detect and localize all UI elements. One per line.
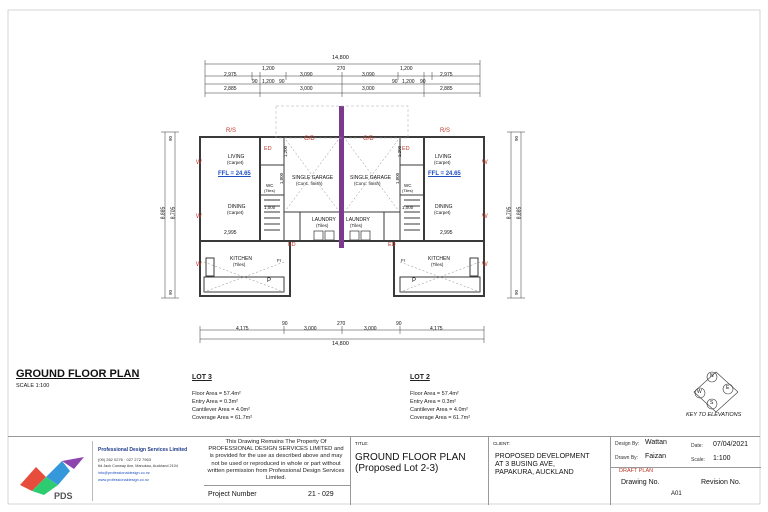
lot2-garage-dashed	[346, 140, 480, 292]
scale-value: 1:100	[713, 455, 731, 462]
date-label: Date:	[691, 443, 703, 449]
logo-text: PDS	[54, 491, 73, 501]
dim-top-r3-5: 1,200	[402, 79, 415, 85]
company-info	[92, 441, 199, 501]
lot2-internal	[344, 137, 480, 292]
lot3-coverage-area: Coverage Area = 61.7m²	[192, 415, 253, 421]
dim-top-r3-4: 90	[392, 79, 398, 85]
overall-width-bottom: 14,800	[332, 341, 349, 347]
dim-side-left-2: 8,705	[170, 206, 177, 220]
kitchen-left-finish: (Tiles)	[233, 262, 246, 267]
ed-left-bottom: ED	[288, 242, 296, 248]
ed-right-bottom: ED	[388, 242, 396, 248]
dim-top-r4-2: 3,000	[300, 86, 313, 92]
dim-side-left-0: 90	[168, 135, 174, 142]
kitchen-right-label: KITCHEN	[428, 256, 450, 262]
draft-plan-status: DRAFT PLAN	[619, 468, 654, 474]
drawn-by: Faizan	[645, 453, 667, 460]
wc-left-label: WC	[266, 183, 274, 188]
garage-right-finish: (Conc. finish)	[354, 181, 381, 186]
revision-no-label: Revision No.	[701, 479, 741, 486]
client-label: CLIENT:	[493, 441, 510, 446]
company-name: Professional Design Services Limited	[98, 447, 188, 453]
garage-left-finish: (Conc. finish)	[296, 181, 323, 186]
dim-top-r4-1: 2,885	[224, 86, 237, 92]
dim-1200-left: 1,200	[283, 145, 289, 158]
lot2-title: LOT 2	[410, 374, 430, 381]
client-line3: PAPAKURA, AUCKLAND	[495, 469, 574, 476]
living-right-label: LIVING	[435, 154, 452, 160]
window-left-dining: W	[196, 214, 202, 220]
dining-right-label: DINING	[435, 204, 453, 210]
kitchen-left-label: KITCHEN	[230, 256, 252, 262]
dining-right-finish: (Carpet)	[434, 210, 451, 215]
lot3-floor-area: Floor Area = 57.4m²	[192, 391, 241, 397]
dim-bot-r2-1: 4,175	[236, 326, 249, 332]
dim-1000-left: 1,000	[264, 205, 276, 210]
dim-2995-left: 2,995	[224, 230, 237, 236]
date-value: 07/04/2021	[713, 441, 749, 448]
gd-right: G/D	[363, 136, 374, 142]
laundry-left-finish: (Tiles)	[316, 223, 329, 228]
dim-bot-r2-3: 3,000	[364, 326, 377, 332]
drawn-by-label: Drawn By:	[615, 455, 639, 461]
wc-right-finish: (Tiles)	[402, 188, 413, 193]
client-cell	[488, 437, 611, 505]
pantry-left: P	[267, 278, 272, 284]
dim-top-r2-2: 3,090	[300, 72, 313, 78]
compass-e: E	[726, 385, 730, 391]
title-label: TITLE:	[355, 441, 369, 446]
dim-bot-r2-4: 4,175	[430, 326, 443, 332]
wc-right-label: WC	[404, 183, 412, 188]
rs-right: R/S	[440, 128, 451, 134]
dim-1200-right: 1,200	[397, 145, 403, 158]
dim-bot-r2-2: 3,000	[304, 326, 317, 332]
drawing-no-label: Drawing No.	[621, 479, 660, 486]
lot2-area-block	[410, 374, 470, 422]
title-block	[8, 436, 760, 505]
design-by: Wattan	[645, 439, 667, 446]
company-website[interactable]: www.professionaldesign.co.nz	[98, 478, 149, 482]
project-number: 21 - 029	[308, 491, 334, 498]
lot3-internal	[204, 137, 340, 292]
dim-side-right-3: 90	[514, 289, 520, 296]
plan-scale: SCALE 1:100	[16, 383, 50, 389]
dim-side-right-2: 8,885	[516, 206, 523, 220]
client-line2: AT 3 BUSING AVE,	[495, 461, 555, 468]
design-by-label: Design By:	[615, 441, 640, 447]
title-cell	[350, 437, 489, 505]
garage-right-label: SINGLE GARAGE	[350, 175, 392, 181]
kitchen-right-finish: (Tiles)	[431, 262, 444, 267]
dim-bot-r1-1: 90	[282, 321, 288, 327]
wc-left-finish: (Tiles)	[264, 188, 275, 193]
ed-left-top: ED	[264, 146, 272, 152]
dim-1800-right: 1,800	[395, 172, 401, 185]
living-left-label: LIVING	[228, 154, 245, 160]
scale-label: Scale:	[691, 457, 705, 463]
living-right-finish: (Carpet)	[434, 160, 451, 165]
window-right-living: W	[482, 160, 488, 166]
project-number-label: Project Number	[208, 491, 257, 498]
ed-right-top: ED	[402, 146, 410, 152]
dim-top-r2-4: 2,975	[440, 72, 453, 78]
lot3-area-block	[192, 374, 252, 422]
dim-top-r3-3: 90	[279, 79, 285, 85]
dim-top-r4-3: 3,000	[362, 86, 375, 92]
drawing-no: A01	[671, 491, 682, 497]
compass-s: S	[710, 400, 714, 406]
dim-2995-right: 2,995	[440, 230, 453, 236]
garage-left-label: SINGLE GARAGE	[292, 175, 334, 181]
dim-side-right-1: 8,705	[506, 206, 513, 220]
fridge-right: Fr	[401, 258, 406, 263]
laundry-right-finish: (Tiles)	[350, 223, 363, 228]
plan-title: GROUND FLOOR PLAN	[16, 368, 140, 380]
ffl-left-label: FFL = 24.65	[218, 171, 251, 177]
company-phone: (09) 262 0276 · 027 272 7963	[98, 457, 151, 462]
dim-1800-left: 1,800	[279, 172, 285, 185]
drawing-subtitle: (Proposed Lot 2-3)	[355, 463, 439, 474]
lot3-title: LOT 3	[192, 374, 212, 381]
lot2-coverage-area: Coverage Area = 61.7m²	[410, 415, 471, 421]
lot2-cantilever-area: Cantilever Area = 4.0m²	[410, 407, 468, 413]
dim-bot-r1-3: 90	[396, 321, 402, 327]
meta-cell	[610, 437, 761, 505]
disclaimer: This Drawing Remains The Property Of PROFESSIONAL DESIGN SERVICES LIMITED and is provided for the use as described above and may not be used or reproduced in whole or part without written permission from Professional Design Services Limited.	[207, 439, 345, 482]
lot3-garage-dashed	[204, 140, 338, 292]
company-address: 6d Jack Conway Ave, Manukau, Auckland 2104	[98, 464, 178, 468]
window-right-dining: W	[482, 214, 488, 220]
dim-top-r3-2: 1,200	[262, 79, 275, 85]
pantry-right: P	[412, 278, 417, 284]
dim-top-r3-6: 90	[420, 79, 426, 85]
drawing-title: GROUND FLOOR PLAN	[355, 452, 466, 463]
dim-top-r3-1: 90	[252, 79, 258, 85]
window-left-kitchen: W	[196, 262, 202, 268]
project-number-cell	[204, 485, 350, 504]
living-left-finish: (Carpet)	[227, 160, 244, 165]
laundry-right-label: LAUNDRY	[346, 217, 370, 223]
dining-left-label: DINING	[228, 204, 246, 210]
key-to-elevations: KEY TO ELEVATIONS	[686, 412, 742, 418]
lot3-entry-area: Entry Area = 0.3m²	[192, 399, 239, 405]
ffl-right-label: FFL = 24.65	[428, 171, 461, 177]
company-email[interactable]: info@professionaldesign.co.nz	[98, 471, 150, 475]
dim-1000-right: 1,000	[402, 205, 414, 210]
dim-top-r2-1: 2,975	[224, 72, 237, 78]
dim-side-right-0: 90	[514, 135, 520, 142]
compass-n: N	[710, 373, 714, 379]
gd-left: G/D	[304, 136, 315, 142]
lot2-entry-area: Entry Area = 0.3m²	[410, 399, 457, 405]
window-right-kitchen: W	[482, 262, 488, 268]
overall-width-top: 14,800	[332, 55, 349, 61]
dim-top-3: 1,200	[400, 66, 413, 72]
dim-bot-r1-2: 270	[337, 321, 346, 327]
dim-side-left-1: 8,885	[160, 206, 167, 220]
rs-left: R/S	[226, 128, 237, 134]
party-wall	[339, 106, 344, 248]
dim-top-r4-4: 2,885	[440, 86, 453, 92]
compass-w: W	[697, 389, 702, 395]
fridge-left: Fr	[277, 258, 282, 263]
lot2-floor-area: Floor Area = 57.4m²	[410, 391, 459, 397]
dim-side-left-3: 90	[168, 289, 174, 296]
client-line1: PROPOSED DEVELOPMENT	[495, 453, 590, 460]
dim-top-r2-3: 3,090	[362, 72, 375, 78]
lot3-cantilever-area: Cantilever Area = 4.0m²	[192, 407, 250, 413]
window-left-living: W	[196, 160, 202, 166]
dim-top-1: 1,200	[262, 66, 275, 72]
dim-top-2: 270	[337, 66, 346, 72]
dining-left-finish: (Carpet)	[227, 210, 244, 215]
laundry-left-label: LAUNDRY	[312, 217, 336, 223]
